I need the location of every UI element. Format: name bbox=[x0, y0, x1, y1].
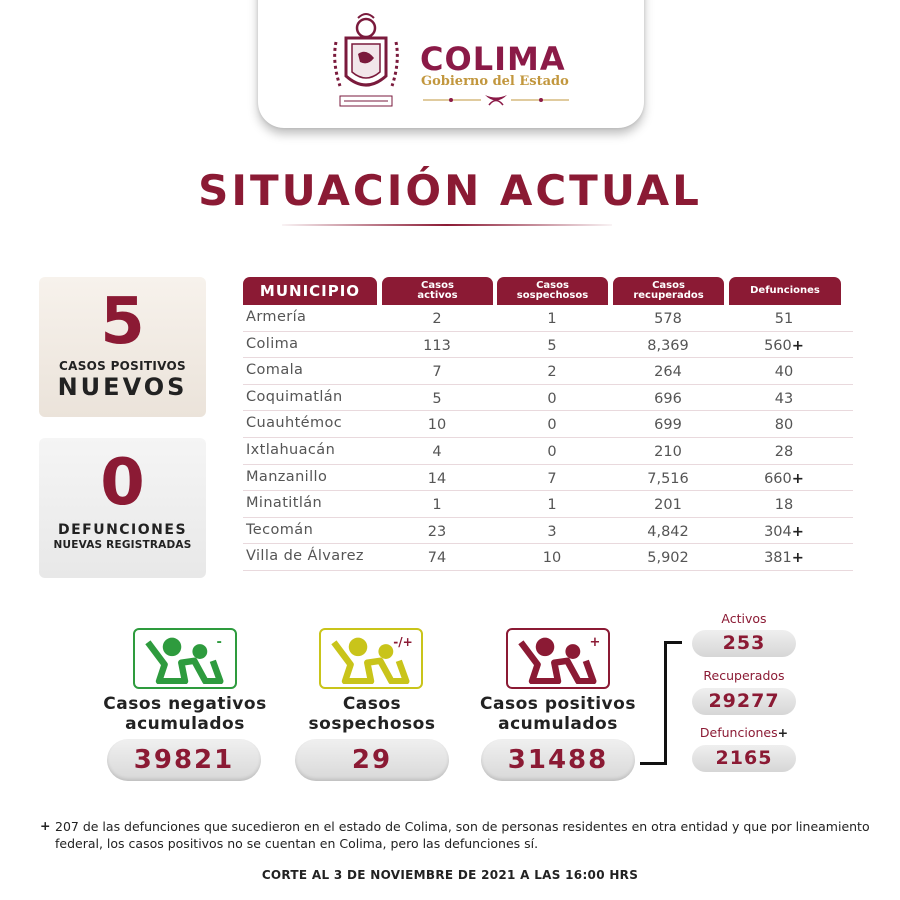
cell-activos: 113 bbox=[423, 337, 451, 354]
cell-activos: 2 bbox=[432, 311, 442, 327]
table-header bbox=[243, 277, 853, 305]
cutoff-date: CORTE AL 3 DE NOVIEMBRE DE 2021 A LAS 16:00 HRS bbox=[261, 868, 639, 882]
suspect-cases-label-1: Casos bbox=[342, 694, 402, 714]
table-row bbox=[243, 465, 853, 492]
defunciones-value: 43 bbox=[774, 390, 794, 407]
title-divider bbox=[282, 224, 612, 226]
suspect-cases-label bbox=[272, 694, 472, 734]
breakdown-activos-label: Activos bbox=[721, 611, 767, 626]
cell-municipio: Cuauhtémoc bbox=[246, 415, 343, 432]
table-row bbox=[243, 491, 853, 518]
cell-sospechosos: 10 bbox=[542, 550, 562, 567]
breakdown-defunciones-text: Defunciones bbox=[699, 725, 778, 740]
new-cases-box bbox=[39, 277, 206, 417]
header-sospechosos-line2: sospechosos bbox=[516, 290, 589, 301]
suspect-cases-icon-box bbox=[319, 628, 423, 689]
cell-defunciones bbox=[729, 364, 839, 380]
people-negative-icon bbox=[138, 633, 232, 684]
people-positive-icon bbox=[511, 633, 605, 684]
defunciones-plus-mark: + bbox=[791, 550, 804, 567]
cell-defunciones bbox=[729, 417, 839, 433]
table-row bbox=[243, 438, 853, 465]
table-row bbox=[243, 518, 853, 545]
cell-municipio: Colima bbox=[246, 335, 299, 352]
positive-cases-label-1: Casos positivos bbox=[480, 694, 636, 714]
cell-sospechosos: 0 bbox=[547, 443, 557, 460]
cell-recuperados: 201 bbox=[654, 497, 682, 514]
municipality-table bbox=[243, 277, 853, 571]
suspect-sign: -/+ bbox=[393, 634, 413, 649]
header-defunciones: Defunciones bbox=[729, 277, 841, 305]
new-cases-label-1: CASOS POSITIVOS bbox=[59, 359, 186, 373]
defunciones-value: 51 bbox=[774, 311, 794, 327]
cell-activos: 74 bbox=[427, 550, 447, 567]
cell-municipio: Tecomán bbox=[246, 521, 314, 538]
breakdown-recuperados-label: Recuperados bbox=[703, 668, 785, 683]
cell-sospechosos: 1 bbox=[547, 497, 557, 514]
header-activos-line2: activos bbox=[417, 290, 458, 301]
footnote-text: 207 de las defunciones que sucedieron en el estado de Colima, son de personas residentes en otra entidad y que por lineamiento federal, los casos positivos no se cuentan en Colima, pero las defunciones sí. bbox=[55, 819, 870, 851]
defunciones-plus-mark: + bbox=[791, 523, 804, 540]
cell-activos: 5 bbox=[432, 390, 442, 407]
header-recuperados bbox=[613, 277, 724, 305]
header-activos bbox=[382, 277, 493, 305]
new-cases-value: 5 bbox=[100, 285, 145, 359]
cell-defunciones bbox=[729, 524, 839, 540]
cell-defunciones bbox=[729, 550, 839, 566]
positive-sign: + bbox=[589, 634, 601, 650]
cell-activos: 1 bbox=[432, 497, 442, 514]
cell-activos: 23 bbox=[427, 523, 447, 540]
breakdown-defunciones-label bbox=[684, 725, 804, 740]
cell-municipio: Manzanillo bbox=[246, 468, 328, 485]
table-body bbox=[243, 305, 853, 571]
header-recuperados-line2: recuperados bbox=[633, 290, 704, 301]
defunciones-plus-mark: + bbox=[791, 470, 804, 487]
cell-municipio: Minatitlán bbox=[246, 495, 323, 512]
header-sospechosos bbox=[497, 277, 608, 305]
footnote-mark: + bbox=[40, 818, 51, 833]
table-row bbox=[243, 305, 853, 332]
negative-cases-icon-box bbox=[133, 628, 237, 689]
table-row bbox=[243, 544, 853, 571]
new-deaths-value: 0 bbox=[100, 446, 145, 520]
cell-activos: 14 bbox=[427, 470, 447, 487]
cell-defunciones bbox=[729, 311, 839, 327]
cell-recuperados: 7,516 bbox=[647, 470, 689, 487]
negative-cases-value: 39821 bbox=[107, 739, 261, 781]
cell-recuperados: 5,902 bbox=[647, 550, 689, 567]
cell-recuperados: 8,369 bbox=[647, 337, 689, 354]
cell-municipio: Ixtlahuacán bbox=[246, 441, 336, 458]
suspect-cases-label-2: sospechosos bbox=[308, 714, 436, 734]
cell-activos: 4 bbox=[432, 443, 442, 460]
defunciones-value: 80 bbox=[774, 417, 794, 434]
cell-recuperados: 578 bbox=[654, 311, 682, 327]
table-row bbox=[243, 385, 853, 412]
breakdown-defunciones-value: 2165 bbox=[692, 745, 796, 772]
cell-sospechosos: 7 bbox=[547, 470, 557, 487]
table-row bbox=[243, 332, 853, 359]
header-municipio: MUNICIPIO bbox=[243, 277, 377, 305]
positive-cases-icon-box bbox=[506, 628, 610, 689]
cell-municipio: Villa de Álvarez bbox=[246, 548, 364, 565]
table-row bbox=[243, 358, 853, 385]
cell-sospechosos: 5 bbox=[547, 337, 557, 354]
page-title: SITUACIÓN ACTUAL bbox=[198, 166, 702, 215]
table-row bbox=[243, 411, 853, 438]
new-deaths-label-2: NUEVAS REGISTRADAS bbox=[53, 539, 192, 551]
bracket-top bbox=[664, 641, 682, 644]
negative-sign: - bbox=[216, 634, 222, 650]
cell-recuperados: 210 bbox=[654, 443, 682, 460]
cell-municipio: Coquimatlán bbox=[246, 388, 343, 405]
cell-recuperados: 696 bbox=[654, 390, 682, 407]
cell-municipio: Armería bbox=[246, 309, 307, 325]
positive-cases-label-2: acumulados bbox=[498, 714, 618, 734]
negative-cases-label bbox=[85, 694, 285, 734]
positive-cases-label bbox=[458, 694, 658, 734]
coat-of-arms-logo bbox=[330, 12, 402, 110]
cell-recuperados: 264 bbox=[654, 364, 682, 381]
breakdown-defunciones-plus: + bbox=[777, 725, 789, 740]
ornament-icon bbox=[421, 92, 571, 108]
breakdown-activos-value: 253 bbox=[692, 630, 796, 657]
defunciones-value: 381 bbox=[764, 550, 792, 567]
cell-sospechosos: 2 bbox=[547, 364, 557, 381]
cell-recuperados: 4,842 bbox=[647, 523, 689, 540]
header-activos-line1: Casos bbox=[421, 280, 454, 291]
defunciones-value: 560 bbox=[764, 337, 792, 354]
defunciones-plus-mark: + bbox=[791, 337, 804, 354]
cell-defunciones bbox=[729, 497, 839, 513]
defunciones-value: 28 bbox=[774, 443, 794, 460]
bracket-line bbox=[664, 641, 667, 765]
cell-sospechosos: 0 bbox=[547, 417, 557, 434]
people-suspect-icon bbox=[324, 633, 418, 684]
brand-name: COLIMA bbox=[420, 40, 566, 78]
header-sospechosos-line1: Casos bbox=[536, 280, 569, 291]
cell-sospechosos: 3 bbox=[547, 523, 557, 540]
cell-defunciones bbox=[729, 471, 839, 487]
cell-activos: 10 bbox=[427, 417, 447, 434]
cell-activos: 7 bbox=[432, 364, 442, 381]
breakdown-recuperados-value: 29277 bbox=[692, 688, 796, 715]
defunciones-value: 18 bbox=[774, 497, 794, 514]
defunciones-value: 660 bbox=[764, 470, 792, 487]
positive-cases-value: 31488 bbox=[481, 739, 635, 781]
defunciones-value: 304 bbox=[764, 523, 792, 540]
bracket-bottom bbox=[640, 762, 667, 765]
new-cases-label-2: NUEVOS bbox=[57, 373, 188, 401]
negative-cases-label-1: Casos negativos bbox=[103, 694, 267, 714]
cell-recuperados: 699 bbox=[654, 417, 682, 434]
defunciones-value: 40 bbox=[774, 364, 794, 381]
cell-sospechosos: 1 bbox=[547, 311, 557, 327]
header-recuperados-line1: Casos bbox=[652, 280, 685, 291]
cell-defunciones bbox=[729, 391, 839, 407]
cell-municipio: Comala bbox=[246, 362, 304, 379]
cell-defunciones bbox=[729, 338, 839, 354]
new-deaths-box bbox=[39, 438, 206, 578]
new-deaths-label-1: DEFUNCIONES bbox=[57, 522, 188, 538]
brand-subtitle: Gobierno del Estado bbox=[421, 74, 569, 89]
suspect-cases-value: 29 bbox=[295, 739, 449, 781]
cell-sospechosos: 0 bbox=[547, 390, 557, 407]
cell-defunciones bbox=[729, 444, 839, 460]
negative-cases-label-2: acumulados bbox=[125, 714, 245, 734]
